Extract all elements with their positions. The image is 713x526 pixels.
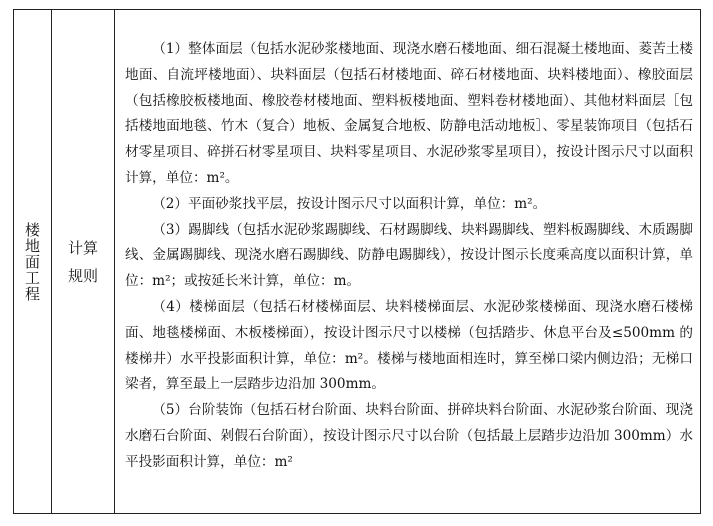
rule-4: （4）楼梯面层（包括石材楼梯面层、块料楼梯面层、水泥砂浆楼梯面、现浇水磨石楼梯面、地毯楼梯面、木板楼梯面），按设计图示尺寸以楼梯（包括踏步、休息平台及≤500mm 的楼梯井）水平投影面积计算，单位：m²。楼梯与楼地面相连时，算至梯口梁内侧边沿；无梯口梁者，算至最上一层踏步边沿加 300mm。 [125, 298, 693, 393]
rules-text [125, 37, 693, 476]
column-divider-2 [114, 9, 115, 514]
rule-1: （1）整体面层（包括水泥砂浆楼地面、现浇水磨石楼地面、细石混凝土楼地面、菱苦土楼地面、自流坪楼地面）、块料面层（包括石材楼地面、碎石材楼地面、块料楼地面）、橡胶面层（包括橡胶板楼地面、橡胶卷材楼地面、塑料板楼地面、塑料卷材楼地面）、其他材料面层［包括楼地面地毯、竹木（复合）地板、金属复合地板、防静电活动地板］、零星装饰项目（包括石材零星项目、碎拼石材零星项目、块料零星项目、水泥砂浆零星项目），按设计图示尺寸以面积计算，单位：m²。 [125, 41, 693, 186]
rule-3: （3）踢脚线（包括水泥砂浆踢脚线、石材踢脚线、块料踢脚线、塑料板踢脚线、木质踢脚线、金属踢脚线、现浇水磨石踢脚线、防静电踢脚线），按设计图示长度乘高度以面积计算，单位：m²；或按延长米计算，单位：m。 [125, 221, 693, 290]
table-right-border [700, 9, 701, 514]
rule-2: （2）平面砂浆找平层，按设计图示尺寸以面积计算，单位：m²。 [152, 195, 547, 212]
type-label: 计算规则 [67, 238, 98, 285]
table-bottom-border [13, 513, 701, 514]
rule-5: （5）台阶装饰（包括石材台阶面、块料台阶面、拼碎块料台阶面、水泥砂浆台阶面、现浇水磨石台阶面、剁假石台阶面），按设计图示尺寸以台阶（包括最上层踏步边沿加 300mm）水平投影面积计算，单位：m² [125, 402, 693, 470]
type-cell [52, 10, 114, 513]
category-label: 楼地面工程 [23, 221, 41, 302]
category-cell [14, 10, 51, 513]
content-cell [116, 10, 700, 513]
